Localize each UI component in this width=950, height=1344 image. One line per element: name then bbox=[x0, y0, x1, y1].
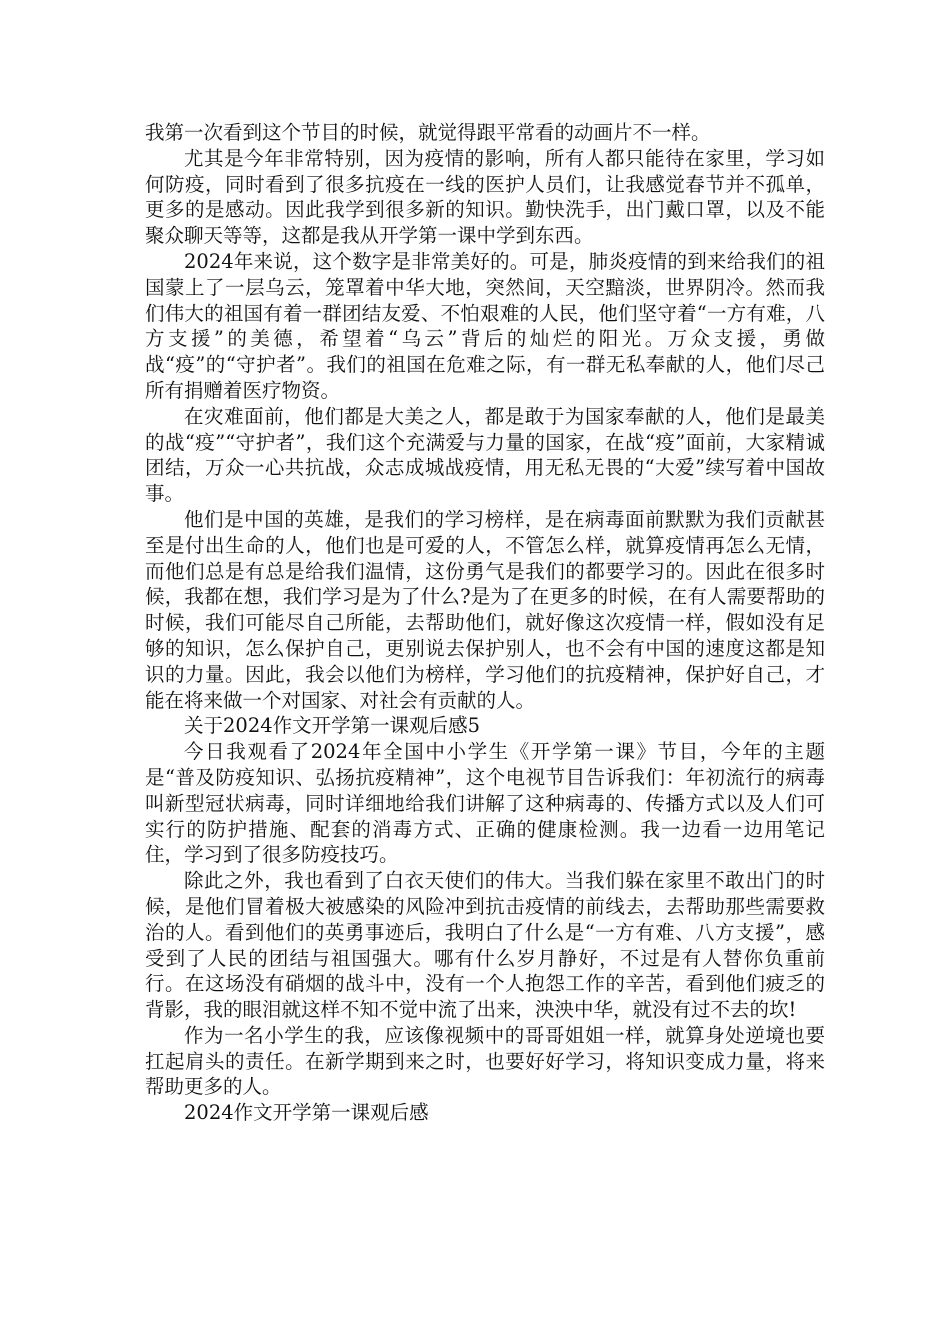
paragraph-2: 尤其是今年非常特别，因为疫情的影响，所有人都只能待在家里，学习如何防疫，同时看到了很多抗疫在一线的医护人员们，让我感觉春节并不孤单，更多的是感动。因此我学到很多新的知识。勤快洗手，出门戴口罩，以及不能聚众聊天等等，这都是我从开学第一课中学到东西。 bbox=[145, 146, 825, 248]
paragraph-5: 他们是中国的英雄，是我们的学习榜样，是在病毒面前默默为我们贡献甚至是付出生命的人，他们也是可爱的人，不管怎么样，就算疫情再怎么无情，而他们总是有总是给我们温情，这份勇气是我们的都要学习的。因此在很多时候，我都在想，我们学习是为了什么?是为了在更多的时候，在有人需要帮助的时候，我们可能尽自己所能，去帮助他们，就好像这次疫情一样，假如没有足够的知识，怎么保护自己，更别说去保护别人，也不会有中国的速度这都是知识的力量。因此，我会以他们为榜样，学习他们的抗疫精神，保护好自己，才能在将来做一个对国家、对社会有贡献的人。 bbox=[145, 507, 825, 712]
paragraph-3: 2024年来说，这个数字是非常美好的。可是，肺炎疫情的到来给我们的祖国蒙上了一层乌云，笼罩着中华大地，突然间，天空黯淡，世界阴冷。然而我们伟大的祖国有着一群团结友爱、不怕艰难的人民，他们坚守着“一方有难，八方支援”的美德，希望着“乌云”背后的灿烂的阳光。万众支援，勇做战“疫”的“守护者”。我们的祖国在危难之际，有一群无私奉献的人，他们尽己所有捐赠着医疗物资。 bbox=[145, 249, 825, 402]
paragraph-6: 今日我观看了2024年全国中小学生《开学第一课》节目，今年的主题是“普及防疫知识、弘扬抗疫精神”，这个电视节目告诉我们：年初流行的病毒叫新型冠状病毒，同时详细地给我们讲解了这种病毒的、传播方式以及人们可实行的防护措施、配套的消毒方式、正确的健康检测。我一边看一边用笔记住，学习到了很多防疫技巧。 bbox=[145, 740, 825, 867]
document-body bbox=[145, 120, 825, 1126]
paragraph-8: 作为一名小学生的我，应该像视频中的哥哥姐姐一样，就算身处逆境也要扛起肩头的责任。在新学期到来之时，也要好好学习，将知识变成力量，将来帮助更多的人。 bbox=[145, 1023, 825, 1099]
section-heading-5: 关于2024作文开学第一课观后感5 bbox=[184, 714, 481, 738]
paragraph-1: 我第一次看到这个节目的时候，就觉得跟平常看的动画片不一样。 bbox=[145, 121, 711, 144]
paragraph-4: 在灾难面前，他们都是大美之人，都是敢于为国家奉献的人，他们是最美的战“疫”“守护者”，我们这个充满爱与力量的国家，在战“疫”面前，大家精诚团结，万众一心共抗战，众志成城战疫情，用无私无畏的“大爱”续写着中国故事。 bbox=[145, 404, 825, 506]
section-heading-next: 2024作文开学第一课观后感 bbox=[184, 1101, 429, 1125]
paragraph-7: 除此之外，我也看到了白衣天使们的伟大。当我们躲在家里不敢出门的时候，是他们冒着极大被感染的风险冲到抗击疫情的前线去，去帮助那些需要救治的人。看到他们的英勇事迹后，我明白了什么是“一方有难、八方支援”，感受到了人民的团结与祖国强大。哪有什么岁月静好，不过是有人替你负重前行。在这场没有硝烟的战斗中，没有一个人抱怨工作的辛苦，看到他们疲乏的背影，我的眼泪就这样不知不觉中流了出来，泱泱中华，就没有过不去的坎! bbox=[145, 869, 825, 1022]
